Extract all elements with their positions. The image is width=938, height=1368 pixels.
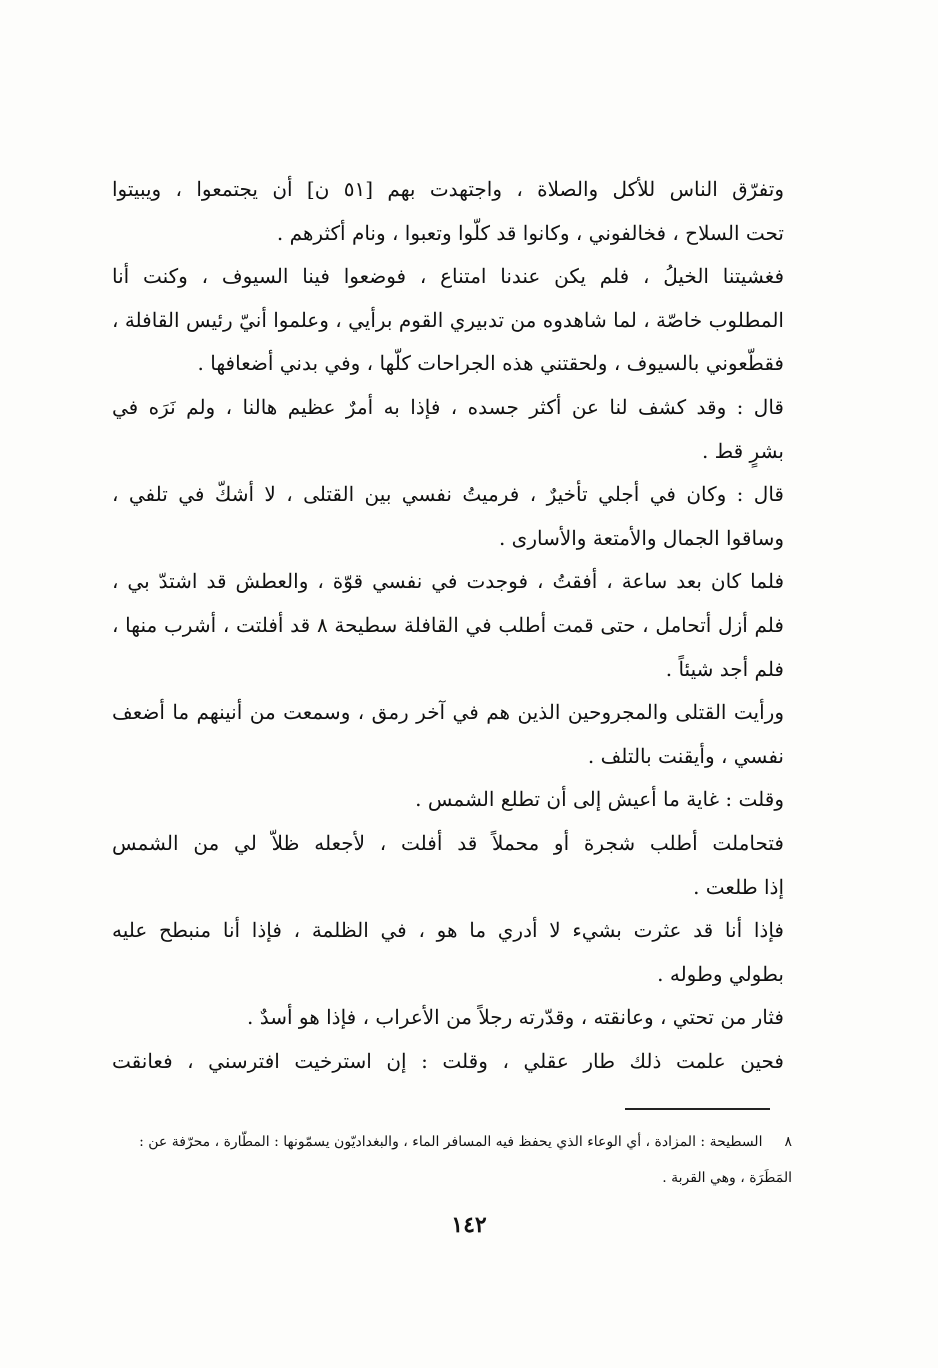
text-line: نفسي ، وأيقنت بالتلف .: [587, 743, 784, 768]
text-line: فلم أزل أتحامل ، حتى قمت أطلب في القافلة سطيحة ٨ قد أفلتت ، أشرب منها ،: [112, 612, 784, 637]
footnote-line: [112, 1124, 792, 1160]
text-line: وتفرّق الناس للأكل والصلاة ، واجتهدت بهم [٥١ ن] أن يجتمعوا ، ويبيتوا: [112, 177, 784, 201]
text-line: وساقوا الجمال والأمتعة والأسارى .: [498, 525, 784, 550]
text-line: فقطّعوني بالسيوف ، ولحقتني هذه الجراحات كلّها ، وفي بدني أضعافها .: [197, 351, 784, 376]
text-line: المطلوب خاصّة ، لما شاهدوه من تدبيري القوم برأيي ، وعلموا أنيّ رئيس القافلة ،: [112, 307, 784, 332]
text-line: بطولي وطوله .: [657, 961, 784, 986]
text-line: وقلت : غاية ما أعيش إلى أن تطلع الشمس .: [415, 787, 784, 812]
page-number: ١٤٢: [451, 1212, 487, 1238]
text-line: إذا طلعت .: [693, 874, 784, 899]
footnote-text: السطيحة : المزادة ، أي الوعاء الذي يحفظ فيه المسافر الماء ، والبغداديّون يسمّونها : المطّارة ، محرّفة عن :: [139, 1134, 763, 1150]
text-line: فلم أجد شيئاً .: [665, 656, 784, 681]
text-line: فلما كان بعد ساعة ، أفقتُ ، فوجدت في نفسي قوّة ، والعطش قد اشتدّ بي ،: [112, 569, 784, 594]
text-line: قال : وكان في أجلي تأخيرٌ ، فرميتُ نفسي بين القتلى ، لا أشكّ في تلفي ،: [112, 482, 784, 507]
footnote: [112, 1124, 792, 1196]
text-line: فإذا أنا قد عثرت بشيء لا أدري ما هو ، في الظلمة ، فإذا أنا منبطح عليه: [112, 918, 784, 943]
footnote-text-continued: المَطَرَة ، وهي القربة .: [662, 1170, 792, 1186]
body-text: [112, 168, 784, 1083]
text-line: قال : وقد كشف لنا عن أكثر جسده ، فإذا به أمرٌ عظيم هالنا ، ولم نَرَه في: [112, 394, 784, 419]
text-line: بشرٍ قط .: [701, 438, 784, 463]
footnote-line: [112, 1160, 792, 1196]
text-line: فحين علمت ذلك طار عقلي ، وقلت : إن استرخيت افترسني ، فعانقت: [112, 1048, 784, 1073]
text-line: فغشيتنا الخيلُ ، فلم يكن عندنا امتناع ، فوضعوا فينا السيوف ، وكنت أنا: [112, 264, 784, 289]
text-line: فتحاملت أطلب شجرة أو محملاً قد أفلت ، لأجعله ظلاّ لي من الشمس: [112, 830, 784, 855]
text-line: فثار من تحتي ، وعانقته ، وقدّرته رجلاً من الأعراب ، فإذا هو أسدٌ .: [246, 1005, 784, 1030]
footnote-number: ٨: [784, 1134, 792, 1150]
footnote-separator: [625, 1108, 770, 1110]
text-line: تحت السلاح ، فخالفوني ، وكانوا قد كلّوا وتعبوا ، ونام أكثرهم .: [276, 220, 784, 245]
text-line: ورأيت القتلى والمجروحين الذين هم في آخر رمق ، وسمعت من أنينهم ما أضعف: [112, 700, 784, 725]
